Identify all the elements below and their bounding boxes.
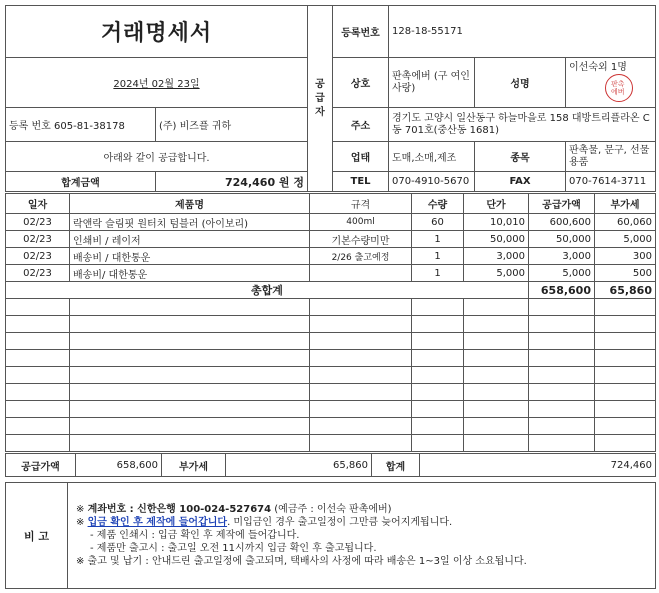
empty-row (6, 401, 656, 418)
tel-value: 070-4910-5670 (389, 172, 475, 192)
svg-text:에버: 에버 (611, 88, 625, 96)
item-date: 02/23 (6, 231, 70, 248)
item-supply: 600,600 (529, 214, 595, 231)
remarks-content (68, 483, 656, 589)
biz-item-value: 판촉물, 문구, 선물용품 (566, 142, 656, 172)
fax-value: 070-7614-3711 (566, 172, 656, 192)
summary-vat-label: 부가세 (162, 454, 226, 477)
items-table (5, 193, 656, 452)
remark-delivery-line: ※ 출고 및 납기 : 안내드린 출고일정에 출고되며, 택배사의 사정에 따라 배송은 1~3일 이상 소요됩니다. (76, 556, 527, 567)
item-vat: 300 (595, 248, 656, 265)
ceo-value: 이선숙외 1명 (569, 62, 627, 73)
tel-label: TEL (333, 172, 389, 192)
table-row (6, 248, 656, 265)
empty-row (6, 418, 656, 435)
summary-supply-label: 공급가액 (6, 454, 76, 477)
supply-notice: 아래와 같이 공급합니다. (6, 142, 308, 172)
reg-value: 128-18-55171 (389, 6, 656, 58)
item-product: 락앤락 슬림핏 원터치 텀블러 (아이보리) (70, 214, 310, 231)
remark-account-rest: (예금주 : 이선숙 판촉에버) (271, 504, 392, 515)
document-date: 2024년 02월 23일 (6, 58, 308, 108)
seal-stamp-icon (605, 74, 633, 102)
col-unit-price-header: 단가 (464, 194, 529, 214)
item-unit-price: 3,000 (464, 248, 529, 265)
item-product: 배송비/ 대한통운 (70, 265, 310, 282)
item-product: 인쇄비 / 레이저 (70, 231, 310, 248)
summary-vat-value: 65,860 (226, 454, 372, 477)
table-row (6, 231, 656, 248)
biz-item-label: 종목 (475, 142, 566, 172)
items-total-supply: 658,600 (529, 282, 595, 299)
remark-mark: ※ (76, 517, 88, 528)
table-row (6, 265, 656, 282)
item-supply: 5,000 (529, 265, 595, 282)
supplier-vertical-label: 공급자 (308, 6, 333, 192)
document-title: 거래명세서 (6, 6, 308, 58)
col-spec-header: 규격 (310, 194, 412, 214)
remark-payment-highlight: 입금 확인 후 제작에 들어갑니다 (87, 517, 228, 528)
empty-row (6, 350, 656, 367)
remark-ship-line: - 제품만 출고시 : 출고일 오전 11시까지 입금 확인 후 출고됩니다. (90, 543, 377, 554)
total-amount-value: 724,460 원 정 (156, 172, 308, 192)
buyer-reg: 등록 번호 605-81-38178 (6, 108, 156, 142)
col-supply-header: 공급가액 (529, 194, 595, 214)
remark-print-line: - 제품 인쇄시 : 입금 확인 후 제작에 들어갑니다. (90, 530, 300, 541)
summary-supply-value: 658,600 (76, 454, 162, 477)
remark-account-line (76, 503, 655, 516)
items-total-vat: 65,860 (595, 282, 656, 299)
item-unit-price: 50,000 (464, 231, 529, 248)
items-total-label: 총합계 (6, 282, 529, 299)
remark-payment-rest: . 미입금인 경우 출고일정이 그만큼 늦어지게됩니다. (227, 517, 453, 528)
item-qty: 1 (412, 248, 464, 265)
biz-type-label: 업태 (333, 142, 389, 172)
col-vat-header: 부가세 (595, 194, 656, 214)
item-date: 02/23 (6, 265, 70, 282)
remark-mark: ※ (76, 504, 88, 515)
empty-row (6, 299, 656, 316)
remarks-table (5, 482, 656, 589)
col-qty-header: 수량 (412, 194, 464, 214)
reg-label: 등록번호 (333, 6, 389, 58)
item-unit-price: 10,010 (464, 214, 529, 231)
col-date-header: 일자 (6, 194, 70, 214)
items-total-row (6, 282, 656, 299)
empty-row (6, 367, 656, 384)
item-spec: 기본수량미만 (310, 231, 412, 248)
summary-total-label: 합계 (372, 454, 420, 477)
remark-payment-line (76, 516, 655, 529)
item-unit-price: 5,000 (464, 265, 529, 282)
fax-label: FAX (475, 172, 566, 192)
table-row (6, 214, 656, 231)
item-qty: 60 (412, 214, 464, 231)
empty-row (6, 333, 656, 350)
item-supply: 3,000 (529, 248, 595, 265)
remarks-label: 비 고 (6, 483, 68, 589)
summary-table (5, 453, 656, 477)
item-spec: 2/26 출고예정 (310, 248, 412, 265)
empty-row (6, 316, 656, 333)
ceo-cell (566, 58, 656, 108)
header-table (5, 5, 656, 192)
total-amount-label: 합계금액 (6, 172, 156, 192)
item-spec (310, 265, 412, 282)
buyer-name: (주) 비즈플 귀하 (156, 108, 308, 142)
ceo-label: 성명 (475, 58, 566, 108)
item-vat: 500 (595, 265, 656, 282)
remark-account-bold: 계좌번호 : 신한은행 100-024-527674 (87, 504, 272, 515)
col-product-header: 제품명 (70, 194, 310, 214)
summary-total-value: 724,460 (420, 454, 656, 477)
item-product: 배송비 / 대한통운 (70, 248, 310, 265)
item-qty: 1 (412, 231, 464, 248)
item-qty: 1 (412, 265, 464, 282)
item-vat: 5,000 (595, 231, 656, 248)
item-supply: 50,000 (529, 231, 595, 248)
address-label: 주소 (333, 108, 389, 142)
item-date: 02/23 (6, 214, 70, 231)
company-value: 판촉에버 (구 여인사랑) (389, 58, 475, 108)
item-vat: 60,060 (595, 214, 656, 231)
biz-type-value: 도매,소매,제조 (389, 142, 475, 172)
company-label: 상호 (333, 58, 389, 108)
empty-row (6, 435, 656, 452)
empty-row (6, 384, 656, 401)
address-value: 경기도 고양시 일산동구 하늘마을로 158 대방트리플라온 C동 701호(중산동 1681) (389, 108, 656, 142)
item-date: 02/23 (6, 248, 70, 265)
item-spec: 400ml (310, 214, 412, 231)
svg-text:판촉: 판촉 (611, 80, 625, 88)
